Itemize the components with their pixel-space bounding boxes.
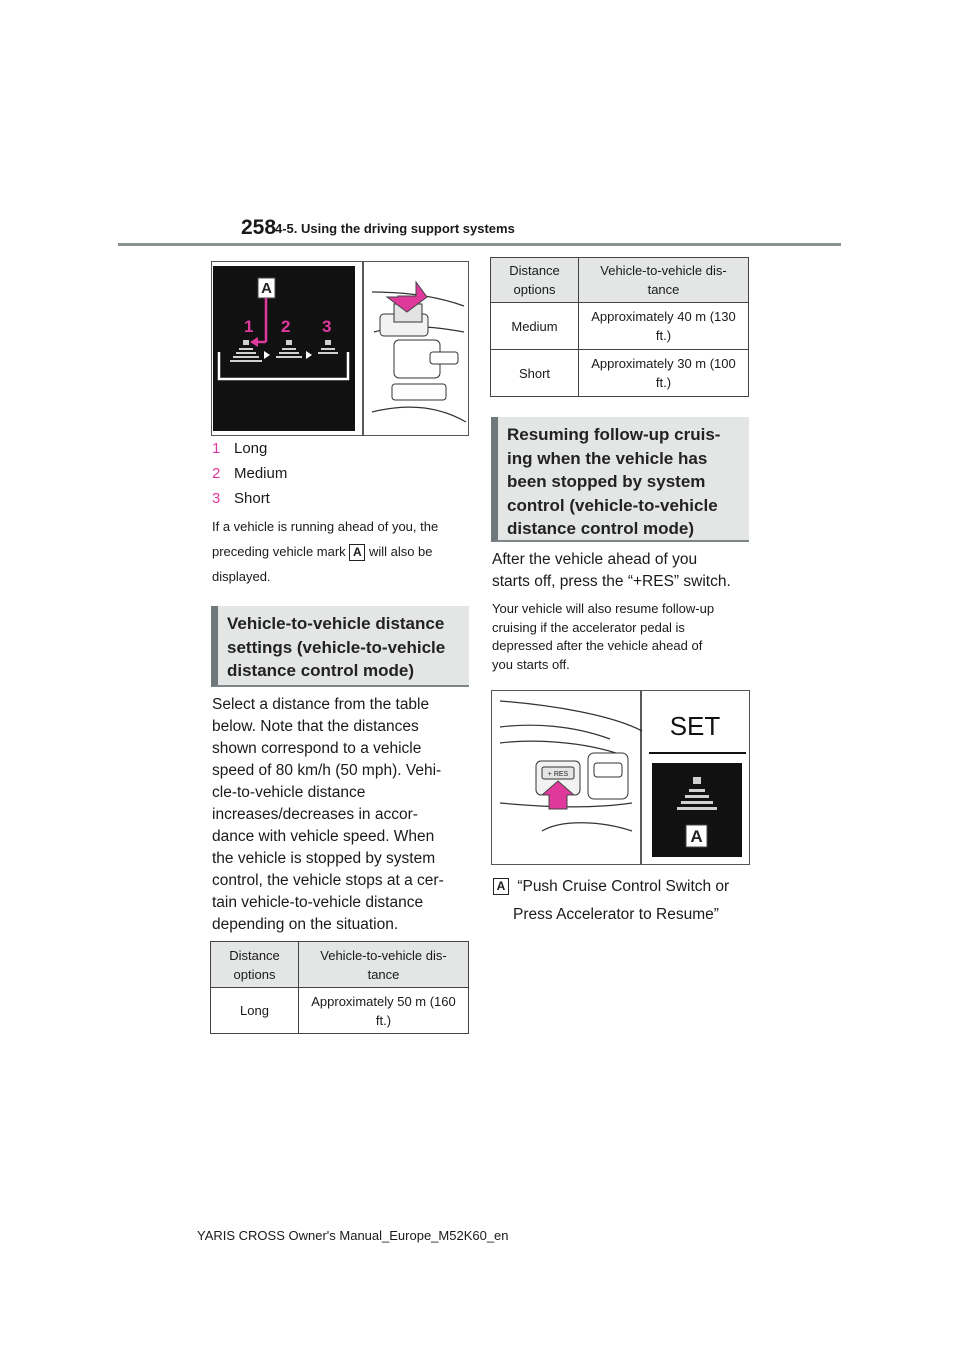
para-line: Select a distance from the table: [212, 696, 430, 713]
para-line: increases/decreases in accor-: [212, 806, 418, 823]
table-cell-distance: [579, 350, 749, 397]
list-label: Long: [234, 440, 268, 457]
header-line: Vehicle-to-vehicle dis-: [320, 947, 447, 963]
step-3-label: 3: [322, 317, 332, 336]
para-line: shown correspond to a vehicle: [212, 740, 422, 757]
header-line: Distance: [509, 263, 560, 278]
note-line: displayed.: [212, 569, 271, 584]
page-number: 258: [241, 216, 277, 239]
table-cell-option: Medium: [491, 303, 579, 350]
footer-text: YARIS CROSS Owner's Manual_Europe_M52K60_en: [197, 1228, 509, 1243]
resume-illustration: [492, 691, 749, 864]
cell-line: Approximately 50 m (160: [311, 993, 456, 1009]
note-line: you starts off.: [492, 656, 570, 672]
note-line: [212, 539, 470, 564]
heading-line: been stopped by system: [507, 472, 706, 491]
distance-display-illustration: [212, 262, 468, 435]
list-number: 3: [212, 490, 221, 507]
table-row: [491, 350, 749, 397]
note-line: If a vehicle is running ahead of you, the: [212, 519, 439, 534]
para-line: cle-to-vehicle distance: [212, 784, 366, 801]
resume-paragraph: [492, 549, 754, 593]
cell-line: ft.): [655, 375, 672, 390]
list-number: 2: [212, 465, 221, 482]
figure-caption: [493, 873, 729, 929]
heading-line: Vehicle-to-vehicle distance: [227, 614, 445, 633]
header-rule: [118, 243, 841, 246]
cell-line: ft.): [375, 1012, 392, 1028]
table-header-cell: [211, 942, 299, 988]
heading-line: ing when the vehicle has: [507, 448, 708, 468]
table-cell-distance: [579, 303, 749, 350]
para-line: starts off, press the “+RES” switch.: [492, 573, 731, 590]
table-header-cell: [491, 258, 579, 303]
step-2-label: 2: [281, 317, 291, 336]
caption-text: “Push Cruise Control Switch or: [517, 878, 730, 895]
header-line: options: [513, 282, 556, 297]
table-cell-distance: [299, 988, 469, 1034]
resume-note: [492, 600, 754, 674]
para-line: control, the vehicle stops at a cer-: [212, 872, 444, 889]
note-line-part: will also be: [368, 544, 433, 559]
table-header-row: [491, 258, 749, 303]
section-heading: [491, 417, 749, 542]
label-a-text: A: [690, 827, 703, 846]
para-line: speed of 80 km/h (50 mph). Vehi-: [212, 762, 442, 779]
header-line: Vehicle-to-vehicle dis-: [600, 263, 727, 278]
set-text: SET: [669, 711, 721, 741]
heading-line: Resuming follow-up cruis-: [507, 425, 721, 444]
para-line: dance with vehicle speed. When: [212, 828, 435, 845]
table-header-cell: [579, 258, 749, 303]
distance-table-2: [490, 257, 749, 397]
table-cell-option: Long: [211, 988, 299, 1034]
res-button-label: + RES: [547, 771, 569, 778]
para-line: the vehicle is stopped by system: [212, 850, 436, 867]
step-1-label: 1: [244, 317, 254, 336]
heading-line: settings (vehicle-to-vehicle: [227, 637, 446, 657]
list-label: Short: [234, 490, 270, 507]
control-button: [430, 352, 458, 364]
resume-figure: [491, 690, 750, 865]
list-item: [212, 490, 270, 507]
cell-line: ft.): [655, 328, 672, 343]
header-line: tance: [647, 282, 680, 297]
wheel-spoke: [500, 725, 610, 739]
distance-paragraph: [212, 694, 474, 936]
header-line: options: [233, 966, 276, 982]
heading-line: distance control mode): [507, 519, 695, 538]
header-line: Distance: [229, 947, 280, 963]
cell-line: Approximately 30 m (100: [591, 356, 736, 371]
list-item: [212, 465, 287, 482]
distance-display-figure: [211, 261, 469, 436]
para-line: tain vehicle-to-vehicle distance: [212, 894, 424, 911]
wheel-rim: [372, 407, 466, 422]
wheel-lower: [542, 823, 632, 831]
para-line: After the vehicle ahead of you: [492, 551, 698, 568]
table-row: [491, 303, 749, 350]
label-a-text: A: [261, 280, 272, 297]
section-title: 4-5. Using the driving support systems: [275, 221, 515, 236]
list-item: [212, 440, 267, 457]
para-line: depending on the situation.: [212, 916, 399, 933]
control-button-lower: [392, 384, 446, 400]
list-label: Medium: [234, 465, 288, 482]
list-number: 1: [212, 440, 221, 457]
table-header-cell: [299, 942, 469, 988]
header-line: tance: [367, 966, 400, 982]
note-line: Your vehicle will also resume follow-up: [492, 601, 715, 616]
caption-line: Press Accelerator to Resume”: [513, 906, 719, 923]
mark-a-icon: A: [349, 544, 365, 561]
mark-a-icon: A: [493, 878, 509, 895]
wheel-outline: [500, 701, 642, 731]
note-line: depressed after the vehicle ahead of: [492, 638, 703, 653]
section-heading: [211, 606, 469, 687]
heading-line: distance control mode): [227, 661, 415, 680]
note-line: cruising if the accelerator pedal is: [492, 619, 685, 635]
heading-line: control (vehicle-to-vehicle: [507, 495, 718, 515]
distance-table-1: [210, 941, 469, 1034]
table-header-row: [211, 942, 469, 988]
table-cell-option: Short: [491, 350, 579, 397]
note-text: [212, 514, 470, 589]
cell-line: Approximately 40 m (130: [591, 309, 736, 324]
caption-line: [493, 873, 729, 901]
note-line-part: preceding vehicle mark: [212, 544, 346, 559]
table-row: [211, 988, 469, 1034]
control-button: [594, 763, 622, 777]
para-line: below. Note that the distances: [212, 718, 419, 735]
